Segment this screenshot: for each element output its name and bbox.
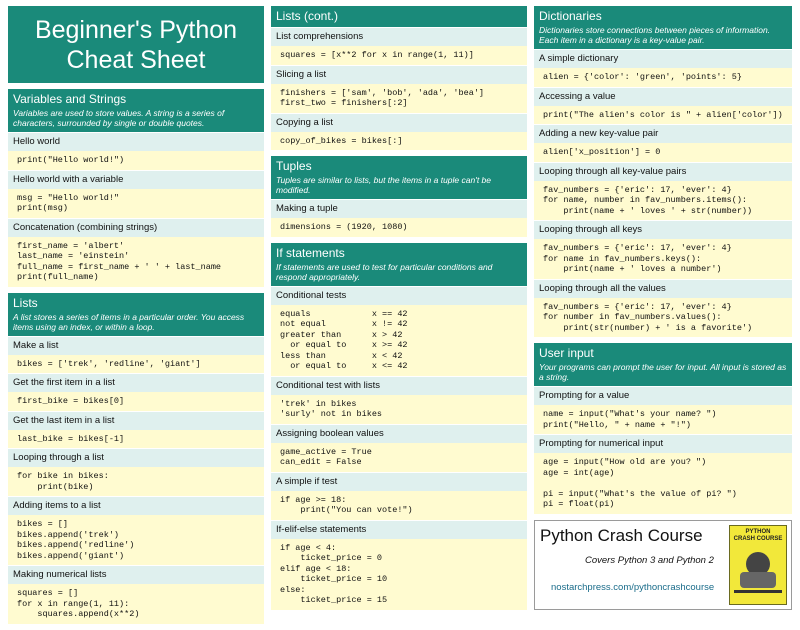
- user-input-section: [534, 343, 792, 514]
- subsection-label: Hello world with a variable: [8, 170, 264, 189]
- subsection-label: Get the last item in a list: [8, 411, 264, 430]
- section-title: User input: [539, 346, 594, 360]
- cover-ground-line: [734, 590, 782, 593]
- subsection-label: Prompting for a value: [534, 386, 792, 405]
- column-left: [8, 6, 264, 630]
- section-header: [271, 156, 527, 199]
- section-description: If statements are used to test for particular conditions and respond appropriately.: [276, 261, 493, 282]
- code-block: msg = "Hello world!" print(msg): [8, 189, 264, 218]
- subsection-label: Concatenation (combining strings): [8, 218, 264, 237]
- tuples-section: [271, 156, 527, 237]
- section-title: Lists (cont.): [276, 9, 339, 23]
- section-description: Dictionaries store connections between pieces of information. Each item in a dictionary is a key-value pair.: [539, 25, 771, 45]
- code-block: fav_numbers = {'eric': 17, 'ever': 4} for number in fav_numbers.values(): print(str(number) + ' is a favorite'): [534, 298, 792, 338]
- book-cover-title: PYTHON CRASH COURSE: [733, 528, 783, 542]
- code-block: age = input("How old are you? ") age = int(age) pi = input("What's the value of pi? ") pi = float(pi): [534, 453, 792, 514]
- section-description: Variables are used to store values. A string is a series of characters, surrounded by single or double quotes.: [13, 108, 225, 128]
- subsection-label: Adding items to a list: [8, 496, 264, 515]
- code-block: alien['x_position'] = 0: [534, 143, 792, 162]
- section-title: If statements: [276, 245, 345, 260]
- subsection-label: Making a tuple: [271, 199, 527, 218]
- banner-title-line1: Beginner's Python: [34, 15, 238, 44]
- code-block: game_active = True can_edit = False: [271, 443, 527, 472]
- section-title: Variables and Strings: [13, 92, 127, 106]
- dictionaries-section: [534, 6, 792, 337]
- section-header: [8, 293, 264, 336]
- section-title: Lists: [13, 295, 38, 310]
- code-block: print("The alien's color is " + alien['color']): [534, 106, 792, 125]
- section-title: Tuples: [276, 159, 312, 173]
- section-header: [271, 243, 527, 286]
- cover-robot-body: [740, 572, 776, 588]
- section-header: [534, 6, 792, 49]
- subsection-label: A simple if test: [271, 472, 527, 491]
- subsection-label: Make a list: [8, 336, 264, 355]
- book-promo: [534, 520, 792, 610]
- subsection-label: Slicing a list: [271, 65, 527, 84]
- code-block: equals x == 42 not equal x != 42 greater than x > 42 or equal to x >= 42 less than x < 42 or equal to x <= 42: [271, 305, 527, 376]
- subsection-label: Accessing a value: [534, 87, 792, 106]
- code-block: bikes = [] bikes.append('trek') bikes.append('redline') bikes.append('giant'): [8, 515, 264, 565]
- subsection-label: Assigning boolean values: [271, 424, 527, 443]
- section-title: Dictionaries: [539, 9, 602, 23]
- subsection-label: Conditional tests: [271, 286, 527, 305]
- subsection-label: A simple dictionary: [534, 49, 792, 68]
- column-right: [534, 6, 792, 610]
- variables-section: [8, 89, 264, 287]
- code-block: finishers = ['sam', 'bob', 'ada', 'bea'] first_two = finishers[:2]: [271, 84, 527, 113]
- subsection-label: List comprehensions: [271, 27, 527, 46]
- subsection-label: Looping through a list: [8, 448, 264, 467]
- code-block: print("Hello world!"): [8, 151, 264, 170]
- subsection-label: Conditional test with lists: [271, 376, 527, 395]
- code-block: name = input("What's your name? ") print("Hello, " + name + "!"): [534, 405, 792, 434]
- code-block: 'trek' in bikes 'surly' not in bikes: [271, 395, 527, 424]
- section-header: [8, 89, 264, 132]
- section-description: Your programs can prompt the user for input. All input is stored as a string.: [539, 362, 787, 382]
- section-header: [534, 343, 792, 386]
- column-middle: [271, 6, 527, 616]
- subsection-label: Looping through all the values: [534, 279, 792, 298]
- section-description: Tuples are similar to lists, but the items in a tuple can't be modified.: [276, 175, 492, 195]
- banner-title-line2: Cheat Sheet: [66, 45, 206, 74]
- lists-section: [8, 293, 264, 624]
- code-block: squares = [x**2 for x in range(1, 11)]: [271, 46, 527, 65]
- code-block: bikes = ['trek', 'redline', 'giant']: [8, 355, 264, 374]
- subsection-label: Copying a list: [271, 113, 527, 132]
- book-cover-image: [729, 525, 787, 605]
- code-block: if age < 4: ticket_price = 0 elif age < 18: ticket_price = 10 else: ticket_price = 15: [271, 539, 527, 610]
- promo-title: Python Crash Course: [540, 525, 703, 545]
- code-block: copy_of_bikes = bikes[:]: [271, 132, 527, 151]
- section-header: [271, 6, 527, 27]
- subsection-label: Get the first item in a list: [8, 373, 264, 392]
- code-block: fav_numbers = {'eric': 17, 'ever': 4} for name in fav_numbers.keys(): print(name + ' loves a number'): [534, 239, 792, 279]
- subsection-label: Looping through all key-value pairs: [534, 162, 792, 181]
- cheat-sheet-banner: [8, 6, 264, 83]
- subsection-label: Hello world: [8, 132, 264, 151]
- subsection-label: Prompting for numerical input: [534, 434, 792, 453]
- code-block: squares = [] for x in range(1, 11): squares.append(x**2): [8, 584, 264, 624]
- section-description: A list stores a series of items in a particular order. You access items using an index, or within a loop.: [13, 311, 245, 332]
- code-block: fav_numbers = {'eric': 17, 'ever': 4} for name, number in fav_numbers.items(): print(name + ' loves ' + str(number)): [534, 181, 792, 221]
- subsection-label: Making numerical lists: [8, 565, 264, 584]
- code-block: if age >= 18: print("You can vote!"): [271, 491, 527, 520]
- code-block: for bike in bikes: print(bike): [8, 467, 264, 496]
- code-block: alien = {'color': 'green', 'points': 5}: [534, 68, 792, 87]
- promo-subtitle: Covers Python 3 and Python 2: [585, 554, 714, 566]
- code-block: dimensions = (1920, 1080): [271, 218, 527, 237]
- subsection-label: Looping through all keys: [534, 220, 792, 239]
- subsection-label: If-elif-else statements: [271, 520, 527, 539]
- code-block: first_bike = bikes[0]: [8, 392, 264, 411]
- lists-cont-section: [271, 6, 527, 150]
- code-block: first_name = 'albert' last_name = 'einstein' full_name = first_name + ' ' + last_name print(full_name): [8, 237, 264, 287]
- promo-url-link[interactable]: nostarchpress.com/pythoncrashcourse: [551, 581, 715, 593]
- subsection-label: Adding a new key-value pair: [534, 124, 792, 143]
- code-block: last_bike = bikes[-1]: [8, 430, 264, 449]
- if-statements-section: [271, 243, 527, 610]
